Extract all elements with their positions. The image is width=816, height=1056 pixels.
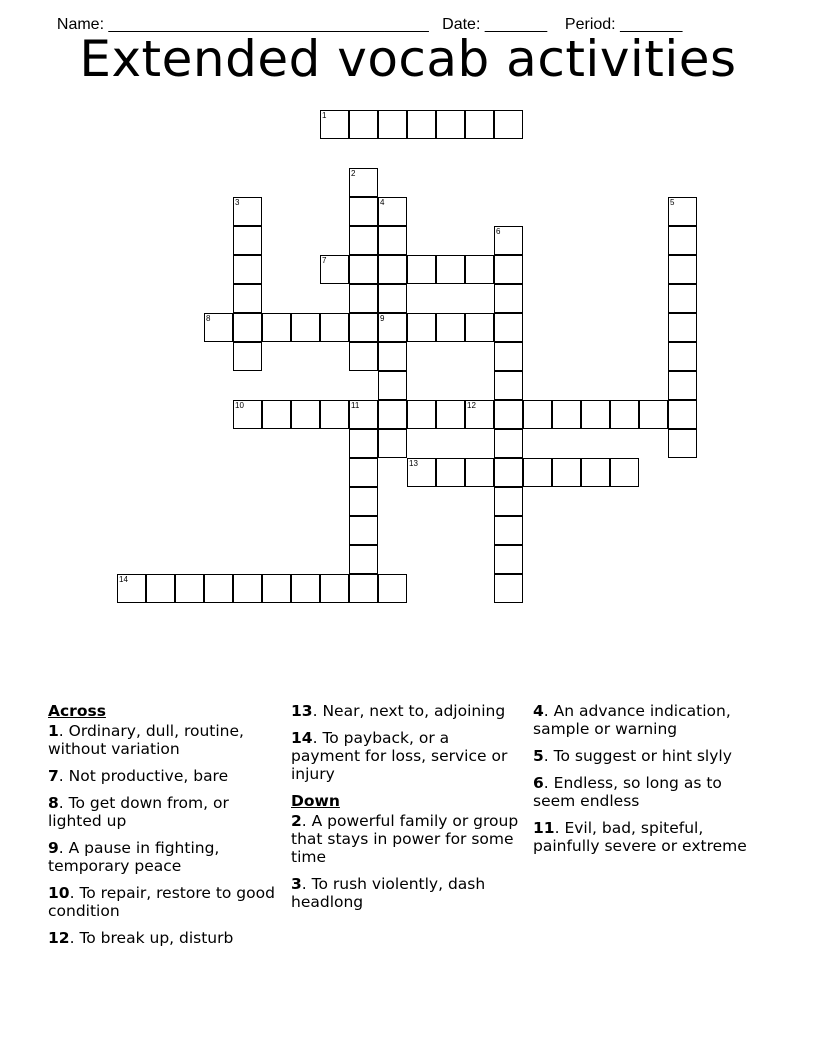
crossword-cell[interactable] [407,255,436,284]
crossword-cell[interactable] [494,371,523,400]
crossword-cell[interactable] [668,284,697,313]
clue-text: A powerful family or group that stays in power for some time [291,812,519,866]
crossword-cell[interactable] [494,545,523,574]
clue-text: To rush violently, dash headlong [291,875,486,911]
crossword-cell[interactable] [349,545,378,574]
crossword-cell[interactable] [204,574,233,603]
crossword-cell[interactable] [465,313,494,342]
clue-item: 11. Evil, bad, spiteful, painfully severe or extreme [533,819,747,855]
crossword-cell[interactable] [204,313,233,342]
crossword-cell[interactable] [320,255,349,284]
clue-number: 13 [291,702,313,720]
clue-number-label: 12 [467,401,476,410]
crossword-cell[interactable] [233,400,262,429]
crossword-cell[interactable] [291,574,320,603]
clue-number-label: 2 [351,169,356,178]
crossword-cell[interactable] [262,574,291,603]
clue-text: To get down from, or lighted up [48,794,229,830]
clue-number-label: 4 [380,198,385,207]
crossword-cell[interactable] [610,458,639,487]
crossword-cell[interactable] [320,400,349,429]
crossword-cell[interactable] [407,110,436,139]
crossword-cell[interactable] [436,255,465,284]
crossword-cell[interactable] [494,313,523,342]
clue-column-1 [48,702,276,956]
crossword-cell[interactable] [494,400,523,429]
crossword-cell[interactable] [349,197,378,226]
crossword-cell[interactable] [552,458,581,487]
crossword-cell[interactable] [349,110,378,139]
crossword-cell[interactable] [494,458,523,487]
crossword-cell[interactable] [378,400,407,429]
clue-text: To payback, or a payment for loss, service or injury [291,729,508,783]
crossword-cell[interactable] [494,574,523,603]
clue-number: 1 [48,722,59,740]
crossword-cell[interactable] [349,516,378,545]
crossword-cell[interactable] [639,400,668,429]
crossword-cell[interactable] [436,313,465,342]
crossword-cell[interactable] [291,313,320,342]
clue-number: 14 [291,729,313,747]
crossword-cell[interactable] [465,110,494,139]
clue-number-label: 7 [322,256,327,265]
clue-number-label: 1 [322,111,327,120]
clue-item: 7. Not productive, bare [48,767,229,785]
crossword-cell[interactable] [668,371,697,400]
crossword-cell[interactable] [407,400,436,429]
crossword-cell[interactable] [378,313,407,342]
crossword-cell[interactable] [349,168,378,197]
crossword-cell[interactable] [378,429,407,458]
crossword-cell[interactable] [349,487,378,516]
crossword-cell[interactable] [668,197,697,226]
crossword-cell[interactable] [494,429,523,458]
crossword-cell[interactable] [349,255,378,284]
clue-number: 8 [48,794,59,812]
crossword-cell[interactable] [407,313,436,342]
crossword-cell[interactable] [436,110,465,139]
crossword-cell[interactable] [465,458,494,487]
clue-number: 5 [533,747,544,765]
crossword-cell[interactable] [465,255,494,284]
clue-number-label: 6 [496,227,501,236]
crossword-cell[interactable] [349,458,378,487]
clue-text: To suggest or hint slyly [553,747,732,765]
crossword-cell[interactable] [668,255,697,284]
clue-number-label: 3 [235,198,240,207]
name-field[interactable]: Name: ____________________________________ [56,16,429,33]
crossword-cell[interactable] [436,458,465,487]
crossword-cell[interactable] [233,574,262,603]
crossword-cell[interactable] [465,400,494,429]
crossword-cell[interactable] [233,342,262,371]
clue-column-2 [291,702,523,920]
clue-number-label: 8 [206,314,211,323]
crossword-cell[interactable] [581,458,610,487]
crossword-cell[interactable] [494,110,523,139]
clue-column-3 [533,702,763,864]
across-heading: Across [48,702,106,720]
page-title: Extended vocab activities [79,30,737,88]
crossword-cell[interactable] [552,400,581,429]
crossword-cell[interactable] [668,400,697,429]
crossword-cell[interactable] [494,516,523,545]
clue-number: 10 [48,884,70,902]
date-field[interactable]: Date: _______ [442,16,548,33]
clue-item: 14. To payback, or a payment for loss, service or injury [291,729,508,783]
clue-number: 11 [533,819,555,837]
crossword-cell[interactable] [320,574,349,603]
crossword-cell[interactable] [436,400,465,429]
clue-item: 1. Ordinary, dull, routine, without variation [48,722,244,758]
clue-item: 5. To suggest or hint slyly [533,747,732,765]
clue-number: 3 [291,875,302,893]
crossword-cell[interactable] [233,255,262,284]
clue-number-label: 10 [235,401,244,410]
clue-text: Endless, so long as to seem endless [533,774,722,810]
crossword-cell[interactable] [320,313,349,342]
crossword-cell[interactable] [349,429,378,458]
crossword-cell[interactable] [378,197,407,226]
down-heading: Down [291,792,340,810]
crossword-cell[interactable] [349,574,378,603]
clue-number: 6 [533,774,544,792]
crossword-cell[interactable] [233,313,262,342]
clue-text: A pause in fighting, temporary peace [48,839,220,875]
crossword-cell[interactable] [494,226,523,255]
crossword-cell[interactable] [494,487,523,516]
crossword-cell[interactable] [668,429,697,458]
clue-number-label: 5 [670,198,675,207]
crossword-cell[interactable] [494,255,523,284]
crossword-cell[interactable] [117,574,146,603]
crossword-cell[interactable] [378,371,407,400]
clue-text: Near, next to, adjoining [322,702,506,720]
crossword-cell[interactable] [349,284,378,313]
crossword-cell[interactable] [378,342,407,371]
crossword-cell[interactable] [233,197,262,226]
clue-item: 9. A pause in fighting, temporary peace [48,839,220,875]
crossword-cell[interactable] [494,284,523,313]
clue-item: 12. To break up, disturb [48,929,234,947]
clue-item: 13. Near, next to, adjoining [291,702,506,720]
clue-item: 8. To get down from, or lighted up [48,794,229,830]
crossword-cell[interactable] [581,400,610,429]
crossword-cell[interactable] [146,574,175,603]
crossword-cell[interactable] [494,342,523,371]
crossword-cell[interactable] [378,110,407,139]
crossword-cell[interactable] [407,458,436,487]
clue-number-label: 9 [380,314,385,323]
clue-item: 10. To repair, restore to good condition [48,884,275,920]
clue-number: 9 [48,839,59,857]
clue-text: Evil, bad, spiteful, painfully severe or extreme [533,819,747,855]
crossword-cell[interactable] [668,226,697,255]
crossword-cell[interactable] [349,400,378,429]
clue-text: To repair, restore to good condition [48,884,275,920]
clue-number-label: 13 [409,459,418,468]
crossword-cell[interactable] [233,226,262,255]
clue-item: 2. A powerful family or group that stays in power for some time [291,812,519,866]
clue-item: 4. An advance indication, sample or warning [533,702,731,738]
crossword-cell[interactable] [610,400,639,429]
clue-number-label: 11 [351,401,360,410]
crossword-cell[interactable] [523,458,552,487]
clue-number: 7 [48,767,59,785]
crossword-cell[interactable] [291,400,320,429]
crossword-cell[interactable] [668,313,697,342]
crossword-cell[interactable] [378,574,407,603]
crossword-cell[interactable] [233,284,262,313]
crossword-cell[interactable] [262,400,291,429]
crossword-cell[interactable] [175,574,204,603]
clue-item: 3. To rush violently, dash headlong [291,875,486,911]
clue-text: To break up, disturb [79,929,234,947]
period-field[interactable]: Period: _______ [564,16,683,33]
crossword-cell[interactable] [523,400,552,429]
clue-item: 6. Endless, so long as to seem endless [533,774,722,810]
crossword-cell[interactable] [378,255,407,284]
clue-number-label: 14 [119,575,128,584]
crossword-cell[interactable] [349,342,378,371]
clue-number: 2 [291,812,302,830]
clue-number: 4 [533,702,544,720]
crossword-cell[interactable] [349,226,378,255]
clue-text: Ordinary, dull, routine, without variation [48,722,244,758]
crossword-cell[interactable] [262,313,291,342]
crossword-cell[interactable] [349,313,378,342]
crossword-cell[interactable] [378,284,407,313]
crossword-cell[interactable] [320,110,349,139]
clue-text: Not productive, bare [68,767,229,785]
crossword-cell[interactable] [668,342,697,371]
clue-text: An advance indication, sample or warning [533,702,731,738]
clue-number: 12 [48,929,70,947]
crossword-cell[interactable] [378,226,407,255]
